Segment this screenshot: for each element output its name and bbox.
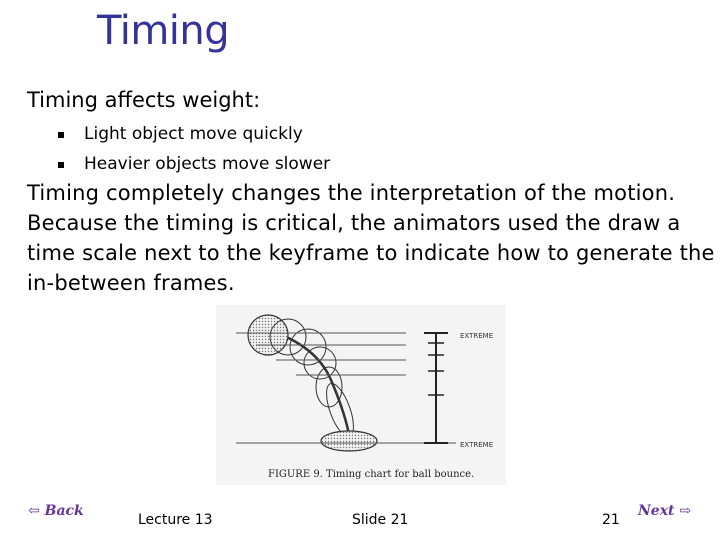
arrow-right-icon: ⇨ — [679, 503, 692, 519]
arrow-left-icon: ⇦ — [28, 503, 40, 519]
ball-extreme-top — [248, 315, 288, 355]
next-label: Next — [638, 503, 675, 519]
bullet-item — [58, 120, 330, 150]
bullet-text: Light object move quickly — [84, 124, 303, 144]
next-button[interactable] — [638, 503, 691, 519]
footer-slide: Slide 21 — [352, 512, 409, 528]
timing-chart-figure — [216, 305, 506, 485]
figure-caption: FIGURE 9. Timing chart for ball bounce. — [268, 469, 475, 480]
extreme-label-top: EXTREME — [460, 332, 494, 340]
intro-text: Timing affects weight: — [27, 88, 261, 112]
bullet-item — [58, 150, 330, 180]
ball-bounce-illustration — [216, 305, 506, 485]
bullet-list — [58, 120, 330, 180]
extreme-label-bottom: EXTREME — [460, 441, 494, 449]
body-paragraph: Timing completely changes the interpretation of the motion. Because the timing is critical, the animators used the draw a time scale next to the keyframe to indicate how to generate the in-between frames. — [27, 181, 715, 295]
bullet-square-icon — [58, 132, 64, 138]
bullet-text: Heavier objects move slower — [84, 154, 331, 174]
footer-page-number: 21 — [602, 512, 620, 528]
slide-title: Timing — [97, 8, 230, 54]
bullet-square-icon — [58, 162, 64, 168]
footer-lecture: Lecture 13 — [138, 512, 213, 528]
back-button[interactable] — [28, 503, 84, 519]
ball-extreme-bottom — [321, 431, 377, 451]
back-label: Back — [44, 503, 84, 519]
